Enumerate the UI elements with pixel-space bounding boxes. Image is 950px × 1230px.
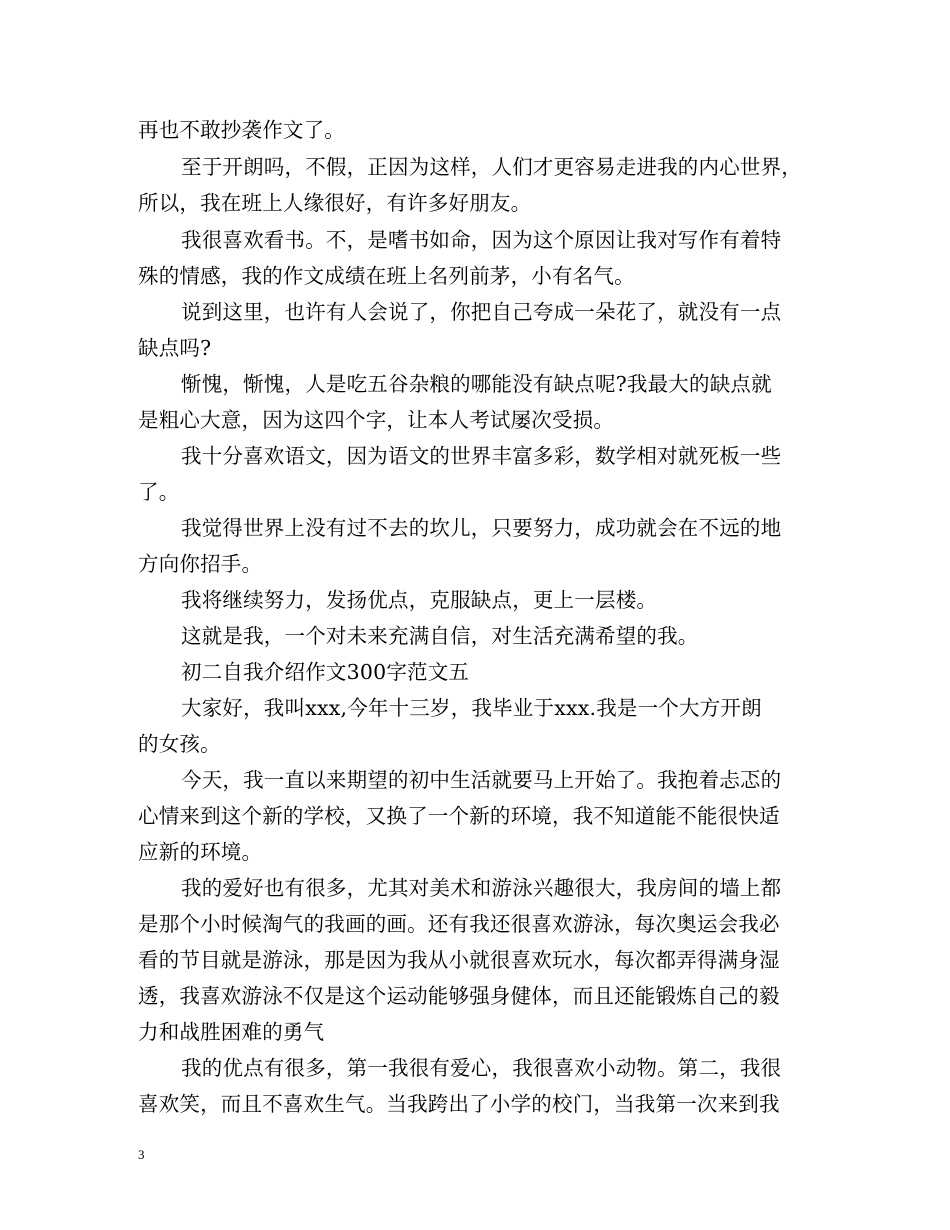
text-line: 应新的环境。 [138, 840, 263, 864]
text-line: 这就是我，一个对未来充满自信，对生活充满希望的我。 [181, 624, 699, 648]
text-line: 我十分喜欢语文，因为语文的世界丰富多彩，数学相对就死板一些 [181, 444, 782, 468]
text-line: 再也不敢抄袭作文了。 [138, 118, 345, 142]
text-line: 力和战胜困难的勇气 [138, 1020, 325, 1044]
text-line: 说到这里，也许有人会说了，你把自己夸成一朵花了，就没有一点 [181, 300, 782, 324]
text-line: 我觉得世界上没有过不去的坎儿，只要努力，成功就会在不远的地 [181, 516, 782, 540]
text-line: 喜欢笑，而且不喜欢生气。当我跨出了小学的校门，当我第一次来到我 [138, 1092, 780, 1116]
text-line: 了。 [138, 480, 180, 504]
text-line: 今天，我一直以来期望的初中生活就要马上开始了。我抱着忐忑的 [181, 768, 782, 792]
text-line: 所以，我在班上人缘很好，有许多好朋友。 [138, 191, 532, 215]
text-line: 大家好，我叫xxx,今年十三岁，我毕业于xxx.我是一个大方开朗 [181, 696, 762, 720]
text-line: 是粗心大意，因为这四个字，让本人考试屡次受损。 [138, 408, 615, 432]
text-line: 我将继续努力，发扬优点，克服缺点，更上一层楼。 [181, 588, 658, 612]
text-line: 缺点吗? [138, 336, 212, 360]
text-line: 我的优点有很多，第一我很有爱心，我很喜欢小动物。第二，我很 [181, 1056, 782, 1080]
page-number: 3 [138, 1147, 145, 1162]
text-line: 心情来到这个新的学校，又换了一个新的环境，我不知道能不能很快适 [138, 804, 780, 828]
text-line: 方向你招手。 [138, 552, 263, 576]
text-line: 至于开朗吗，不假，正因为这样，人们才更容易走进我的内心世界， [181, 155, 802, 179]
section-heading: 初二自我介绍作文300字范文五 [181, 660, 470, 684]
text-line: 看的节目就是游泳，那是因为我从小就很喜欢玩水，每次都弄得满身湿 [138, 948, 780, 972]
text-line: 我的爱好也有很多，尤其对美术和游泳兴趣很大，我房间的墙上都 [181, 876, 782, 900]
text-line: 殊的情感，我的作文成绩在班上名列前茅，小有名气。 [138, 264, 635, 288]
text-line: 是那个小时候淘气的我画的画。还有我还很喜欢游泳，每次奥运会我必 [138, 912, 780, 936]
text-line: 我很喜欢看书。不，是嗜书如命，因为这个原因让我对写作有着特 [181, 228, 782, 252]
text-line: 惭愧，惭愧，人是吃五谷杂粮的哪能没有缺点呢?我最大的缺点就 [181, 372, 772, 396]
text-line: 的女孩。 [138, 732, 221, 756]
text-line: 透，我喜欢游泳不仅是这个运动能够强身健体，而且还能锻炼自己的毅 [138, 984, 780, 1008]
